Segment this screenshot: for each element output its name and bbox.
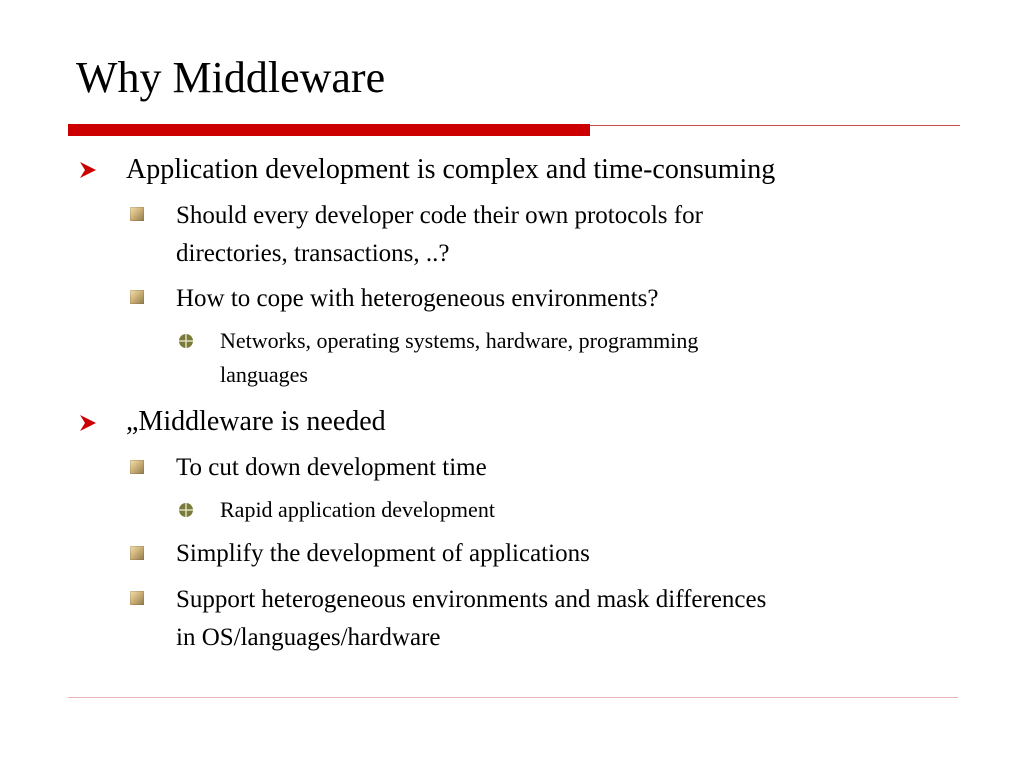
square-bullet-icon: [130, 460, 144, 474]
bullet-text: in OS/languages/hardware: [176, 624, 441, 651]
bullet-text: Simplify the development of applications: [176, 540, 590, 567]
bullet-text: languages: [220, 362, 308, 387]
bullet-text: Should every developer code their own protocols for: [176, 202, 703, 229]
title-underline-accent: [68, 124, 590, 136]
square-bullet-icon: [130, 207, 144, 221]
arrow-bullet-icon: [78, 413, 98, 433]
arrow-bullet-icon: [78, 160, 98, 180]
square-bullet-icon: [130, 290, 144, 304]
bullet-text: To cut down development time: [176, 454, 487, 481]
bullet-text: How to cope with heterogeneous environments?: [176, 285, 659, 312]
bullet-text: Networks, operating systems, hardware, programming: [220, 328, 699, 353]
slide-title: Why Middleware: [76, 53, 386, 102]
bullet-text: Rapid application development: [220, 497, 495, 522]
footer-divider: [68, 697, 958, 698]
title-underline-rule: [590, 125, 960, 126]
bullet-text: Application development is complex and time-consuming: [126, 154, 776, 185]
square-bullet-icon: [130, 546, 144, 560]
bullet-text: „Middleware is needed: [126, 406, 386, 437]
bullet-text: directories, transactions, ..?: [176, 240, 450, 267]
circle-bullet-icon: [178, 333, 194, 349]
circle-bullet-icon: [178, 502, 194, 518]
bullet-text: Support heterogeneous environments and mask differences: [176, 586, 767, 613]
square-bullet-icon: [130, 591, 144, 605]
